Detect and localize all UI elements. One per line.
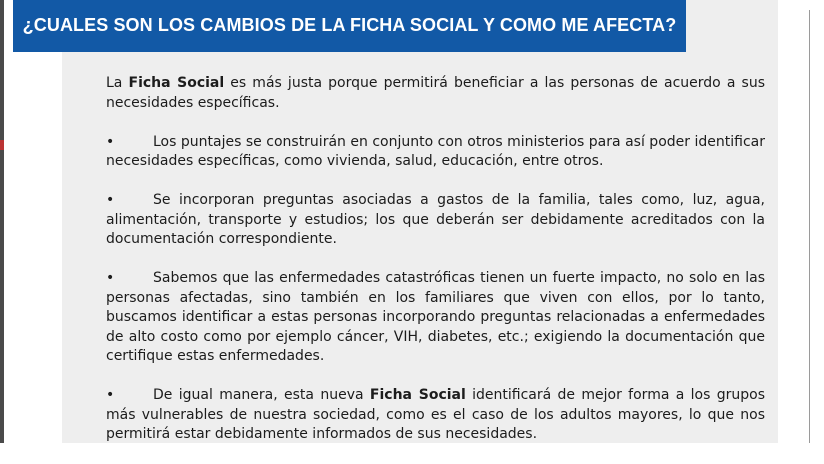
- right-divider: [809, 10, 810, 443]
- bullet-item: [106, 386, 765, 445]
- bullet-bold-term: Ficha Social: [369, 387, 466, 403]
- bullet-rest: identificará de mejor forma a los grupos más vulnerables de nuestra sociedad, como es el caso de los adultos mayores, lo que nos permitirá estar debidamente informados de sus necesidades.: [106, 387, 766, 442]
- page-edge: [0, 0, 4, 443]
- bullet-marker: •: [106, 133, 115, 150]
- section-header: [13, 0, 686, 52]
- intro-paragraph: [106, 74, 765, 113]
- intro-rest: es más justa porque permitirá beneficiar a las personas de acuerdo a sus necesidades específicas.: [106, 75, 765, 111]
- bullet-item: [106, 133, 765, 172]
- bullet-marker: •: [106, 192, 115, 208]
- bullet-item: [106, 269, 765, 367]
- bullet-lead: De igual manera, esta nueva: [153, 387, 370, 403]
- bullet-marker: •: [106, 270, 115, 286]
- intro-bold-term: Ficha Social: [128, 75, 225, 91]
- bullet-item: [106, 191, 765, 250]
- section-title: ¿CUALES SON LOS CAMBIOS DE LA FICHA SOCIAL Y COMO ME AFECTA?: [22, 15, 677, 35]
- article-body: [106, 74, 765, 464]
- intro-lead: La: [106, 75, 129, 91]
- bullet-text: Sabemos que las enfermedades catastróficas tienen un fuerte impacto, no solo en las personas afectadas, sino también en los familiares que viven con ellos, por lo tanto, buscamos identificar a estas personas incorporando preguntas relacionadas a enfermedades de alto costo como por ejemplo cáncer, VIH, diabetes, etc.; exigiendo la documentación que certifique estas enfermedades.: [106, 270, 765, 364]
- bullet-marker: •: [106, 387, 115, 403]
- bullet-text: Se incorporan preguntas asociadas a gastos de la familia, tales como, luz, agua, alimentación, transporte y estudios; los que deberán ser debidamente acreditados con la documentación correspondiente.: [106, 192, 765, 247]
- edge-mark: [0, 140, 4, 150]
- bullet-text: Los puntajes se construirán en conjunto con otros ministerios para así poder identificar necesidades específicas, como vivienda, salud, educación, entre otros.: [106, 133, 765, 169]
